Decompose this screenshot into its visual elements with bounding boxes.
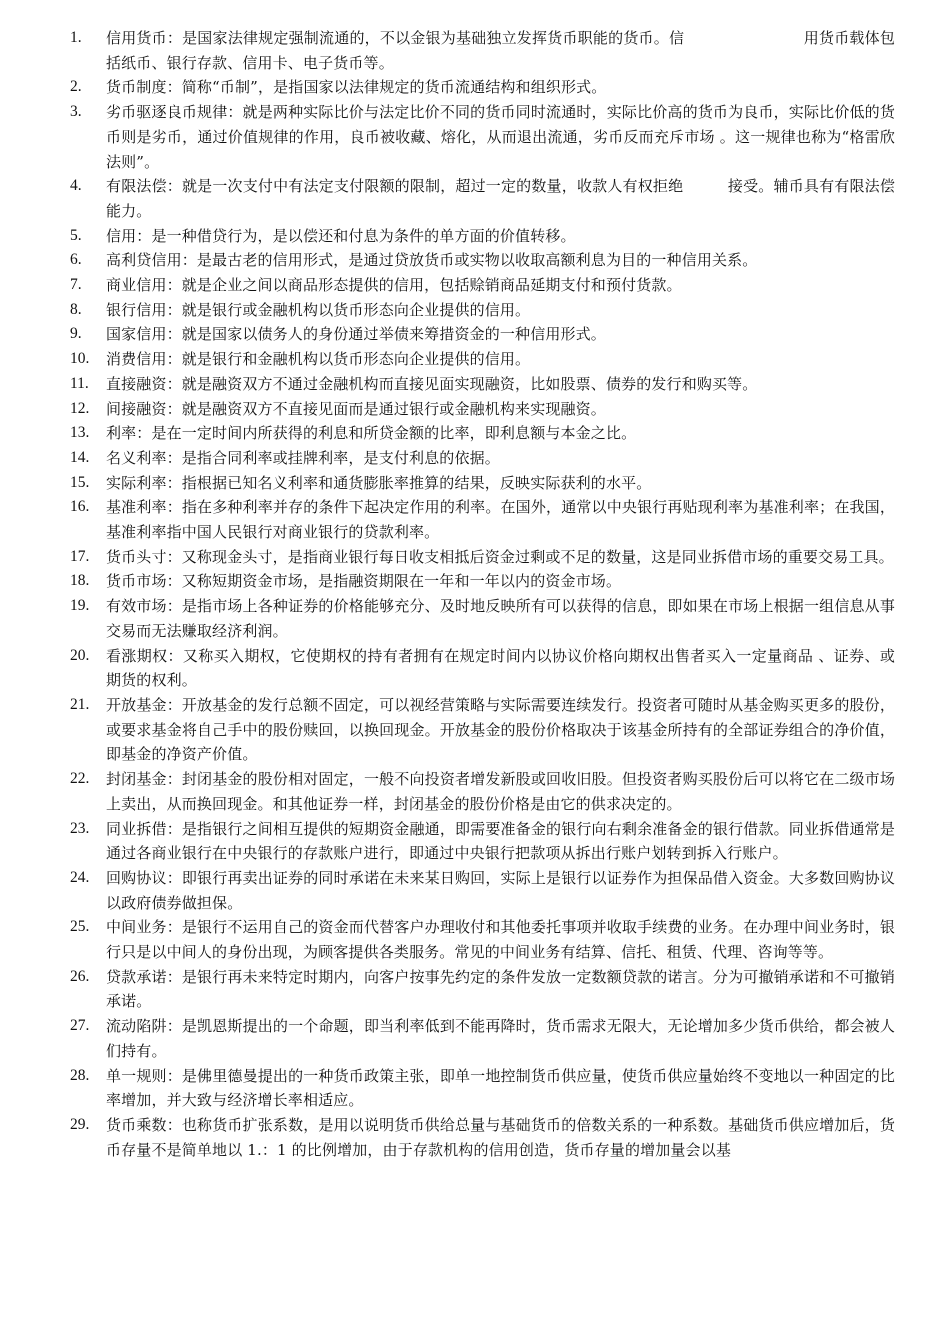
item-text: 货币头寸：又称现金头寸，是指商业银行每日收支相抵后资金过剩或不足的数量，这是同业拆借市场的重要交易工具。 [106, 547, 894, 566]
item-number: 13. [70, 424, 90, 442]
list-item [70, 75, 895, 100]
list-item [70, 347, 895, 372]
item-text: 高利贷信用：是最古老的信用形式，是通过贷放货币或实物以收取高额利息为目的一种信用关系。 [106, 251, 758, 270]
list-item [70, 569, 895, 594]
item-number: 6. [70, 251, 82, 269]
list-item [70, 767, 895, 816]
item-text: 劣币驱逐良币规律：就是两种实际比价与法定比价不同的货币同时流通时，实际比价高的货币为良币，实际比价低的货币则是劣币，通过价值规律的作用，良币被收藏、熔化，从而退出流通，劣币反而充斥市场 。这一规律也称为“格雷欣法则”。 [106, 103, 895, 171]
list-item [70, 26, 895, 75]
item-text: 消费信用：就是银行和金融机构以货币形态向企业提供的信用。 [106, 350, 531, 369]
item-number: 3. [70, 103, 82, 121]
item-number: 23. [70, 819, 90, 837]
item-text: 间接融资：就是融资双方不直接见面而是通过银行或金融机构来实现融资。 [106, 399, 606, 418]
item-number: 10. [70, 350, 90, 368]
term-list [70, 26, 895, 1162]
item-text: 国家信用：就是国家以债务人的身份通过举债来筹措资金的一种信用形式。 [106, 325, 606, 344]
list-item [70, 421, 895, 446]
item-number: 22. [70, 770, 90, 788]
item-text: 回购协议：即银行再卖出证券的同时承诺在未来某日购回，实际上是银行以证券作为担保品借入资金。大多数回购协议以政府债券做担保。 [106, 868, 895, 912]
item-text: 信用：是一种借贷行为，是以偿还和付息为条件的单方面的价值转移。 [106, 226, 576, 245]
list-item [70, 397, 895, 422]
item-text: 实际利率：指根据已知名义利率和通货膨胀率推算的结果，反映实际获利的水平。 [106, 473, 652, 492]
item-text: 商业信用：就是企业之间以商品形态提供的信用，包括赊销商品延期支付和预付货款。 [106, 276, 682, 295]
item-number: 7. [70, 276, 82, 294]
item-text: 封闭基金：封闭基金的股份相对固定，一般不向投资者增发新股或回收旧股。但投资者购买股份后可以将它在二级市场上卖出，从而换回现金。和其他证券一样，封闭基金的股份价格是由它的供求决定的。 [106, 770, 895, 813]
item-text: 直接融资：就是融资双方不通过金融机构而直接见面实现融资，比如股票、债券的发行和购买等。 [106, 374, 758, 393]
item-text: 开放基金：开放基金的发行总额不固定，可以视经营策略与实际需要连续发行。投资者可随时从基金购买更多的股份，或要求基金将自己手中的股份赎回，以换回现金。开放基金的股份价格取决于该基金所持有的全部证券组合的净价值，即基金的净资产价值。 [106, 695, 895, 764]
list-item [70, 1113, 895, 1162]
list-item [70, 100, 895, 174]
list-item [70, 545, 895, 570]
item-number: 16. [70, 498, 90, 516]
item-number: 9. [70, 325, 82, 343]
item-number: 14. [70, 448, 90, 466]
item-number: 4. [70, 177, 82, 195]
item-number: 25. [70, 918, 90, 936]
item-text: 中间业务：是银行不运用自己的资金而代替客户办理收付和其他委托事项并收取手续费的业务。在办理中间业务时，银行只是以中间人的身份出现，为顾客提供各类服务。常见的中间业务有结算、信托、租赁、代理、咨询等等。 [106, 918, 895, 962]
item-text: 名义利率：是指合同利率或挂牌利率，是支付利息的依据。 [106, 448, 500, 467]
list-item [70, 446, 895, 471]
item-text: 同业拆借：是指银行之间相互提供的短期资金融通，即需要准备金的银行向右剩余准备金的银行借款。同业拆借通常是通过各商业银行在中央银行的存款账户进行，即通过中央银行把款项从拆出行账户划转到拆入行账户。 [106, 819, 895, 863]
list-item [70, 298, 895, 323]
item-text: 基准利率：指在多种利率并存的条件下起决定作用的利率。在国外，通常以中央银行再贴现利率为基准利率；在我国，基准利率指中国人民银行对商业银行的贷款利率。 [106, 498, 895, 542]
item-number: 29. [70, 1115, 90, 1133]
item-number: 12. [70, 399, 90, 417]
list-item [70, 248, 895, 273]
list-item [70, 1014, 895, 1063]
list-item [70, 915, 895, 964]
item-text: 利率：是在一定时间内所获得的利息和所贷金额的比率，即利息额与本金之比。 [106, 424, 637, 443]
item-number: 11. [70, 374, 89, 392]
list-item [70, 817, 895, 866]
item-number: 15. [70, 473, 90, 491]
item-number: 2. [70, 78, 82, 96]
item-text: 有效市场：是指市场上各种证券的价格能够充分、及时地反映所有可以获得的信息，即如果在市场上根据一组信息从事交易而无法赚取经济利润。 [106, 597, 895, 640]
item-text: 信用货币：是国家法律规定强制流通的，不以金银为基础独立发挥货币职能的货币。信 用货币载体包括纸币、银行存款、信用卡、电子货币等。 [106, 29, 895, 72]
item-text: 有限法偿：就是一次支付中有法定支付限额的限制，超过一定的数量，收款人有权拒绝 接受。辅币具有有限法偿能力。 [106, 177, 895, 220]
item-number: 26. [70, 967, 90, 985]
item-number: 17. [70, 547, 90, 565]
list-item [70, 471, 895, 496]
item-number: 28. [70, 1066, 90, 1084]
list-item [70, 594, 895, 643]
item-text: 货币乘数：也称货币扩张系数，是用以说明货币供给总量与基础货币的倍数关系的一种系数。基础货币供应增加后，货币存量不是简单地以 1.：1 的比例增加，由于存款机构的信用创造，货币存量的增加量会以基 [106, 1115, 895, 1159]
list-item [70, 273, 895, 298]
item-number: 1. [70, 29, 82, 46]
item-number: 24. [70, 868, 90, 886]
list-item [70, 224, 895, 249]
item-number: 18. [70, 572, 90, 590]
list-item [70, 1064, 895, 1113]
item-text: 货币市场：又称短期资金市场，是指融资期限在一年和一年以内的资金市场。 [106, 572, 622, 591]
item-number: 19. [70, 597, 90, 615]
item-text: 看涨期权：又称买入期权，它使期权的持有者拥有在规定时间内以协议价格向期权出售者买入一定量商品 、证券、或期货的权利。 [106, 646, 895, 690]
item-text: 单一规则：是佛里德曼提出的一种货币政策主张，即单一地控制货币供应量，使货币供应量始终不变地以一种固定的比率增加，并大致与经济增长率相适应。 [106, 1066, 895, 1110]
list-item [70, 866, 895, 915]
item-text: 贷款承诺：是银行再未来特定时期内，向客户按事先约定的条件发放一定数额贷款的诺言。分为可撤销承诺和不可撤销承诺。 [106, 967, 895, 1011]
item-number: 20. [70, 646, 90, 664]
list-item [70, 693, 895, 767]
list-item [70, 644, 895, 693]
item-text: 银行信用：就是银行或金融机构以货币形态向企业提供的信用。 [106, 300, 531, 319]
item-number: 27. [70, 1017, 90, 1035]
list-item [70, 372, 895, 397]
list-item [70, 965, 895, 1014]
item-number: 21. [70, 695, 90, 713]
item-number: 8. [70, 300, 82, 318]
item-number: 5. [70, 226, 82, 244]
item-text: 货币制度：简称“币制”，是指国家以法律规定的货币流通结构和组织形式。 [106, 78, 607, 97]
list-item [70, 495, 895, 544]
list-item [70, 174, 895, 223]
list-item [70, 322, 895, 347]
item-text: 流动陷阱：是凯恩斯提出的一个命题，即当利率低到不能再降时，货币需求无限大，无论增加多少货币供给，都会被人们持有。 [106, 1017, 895, 1060]
